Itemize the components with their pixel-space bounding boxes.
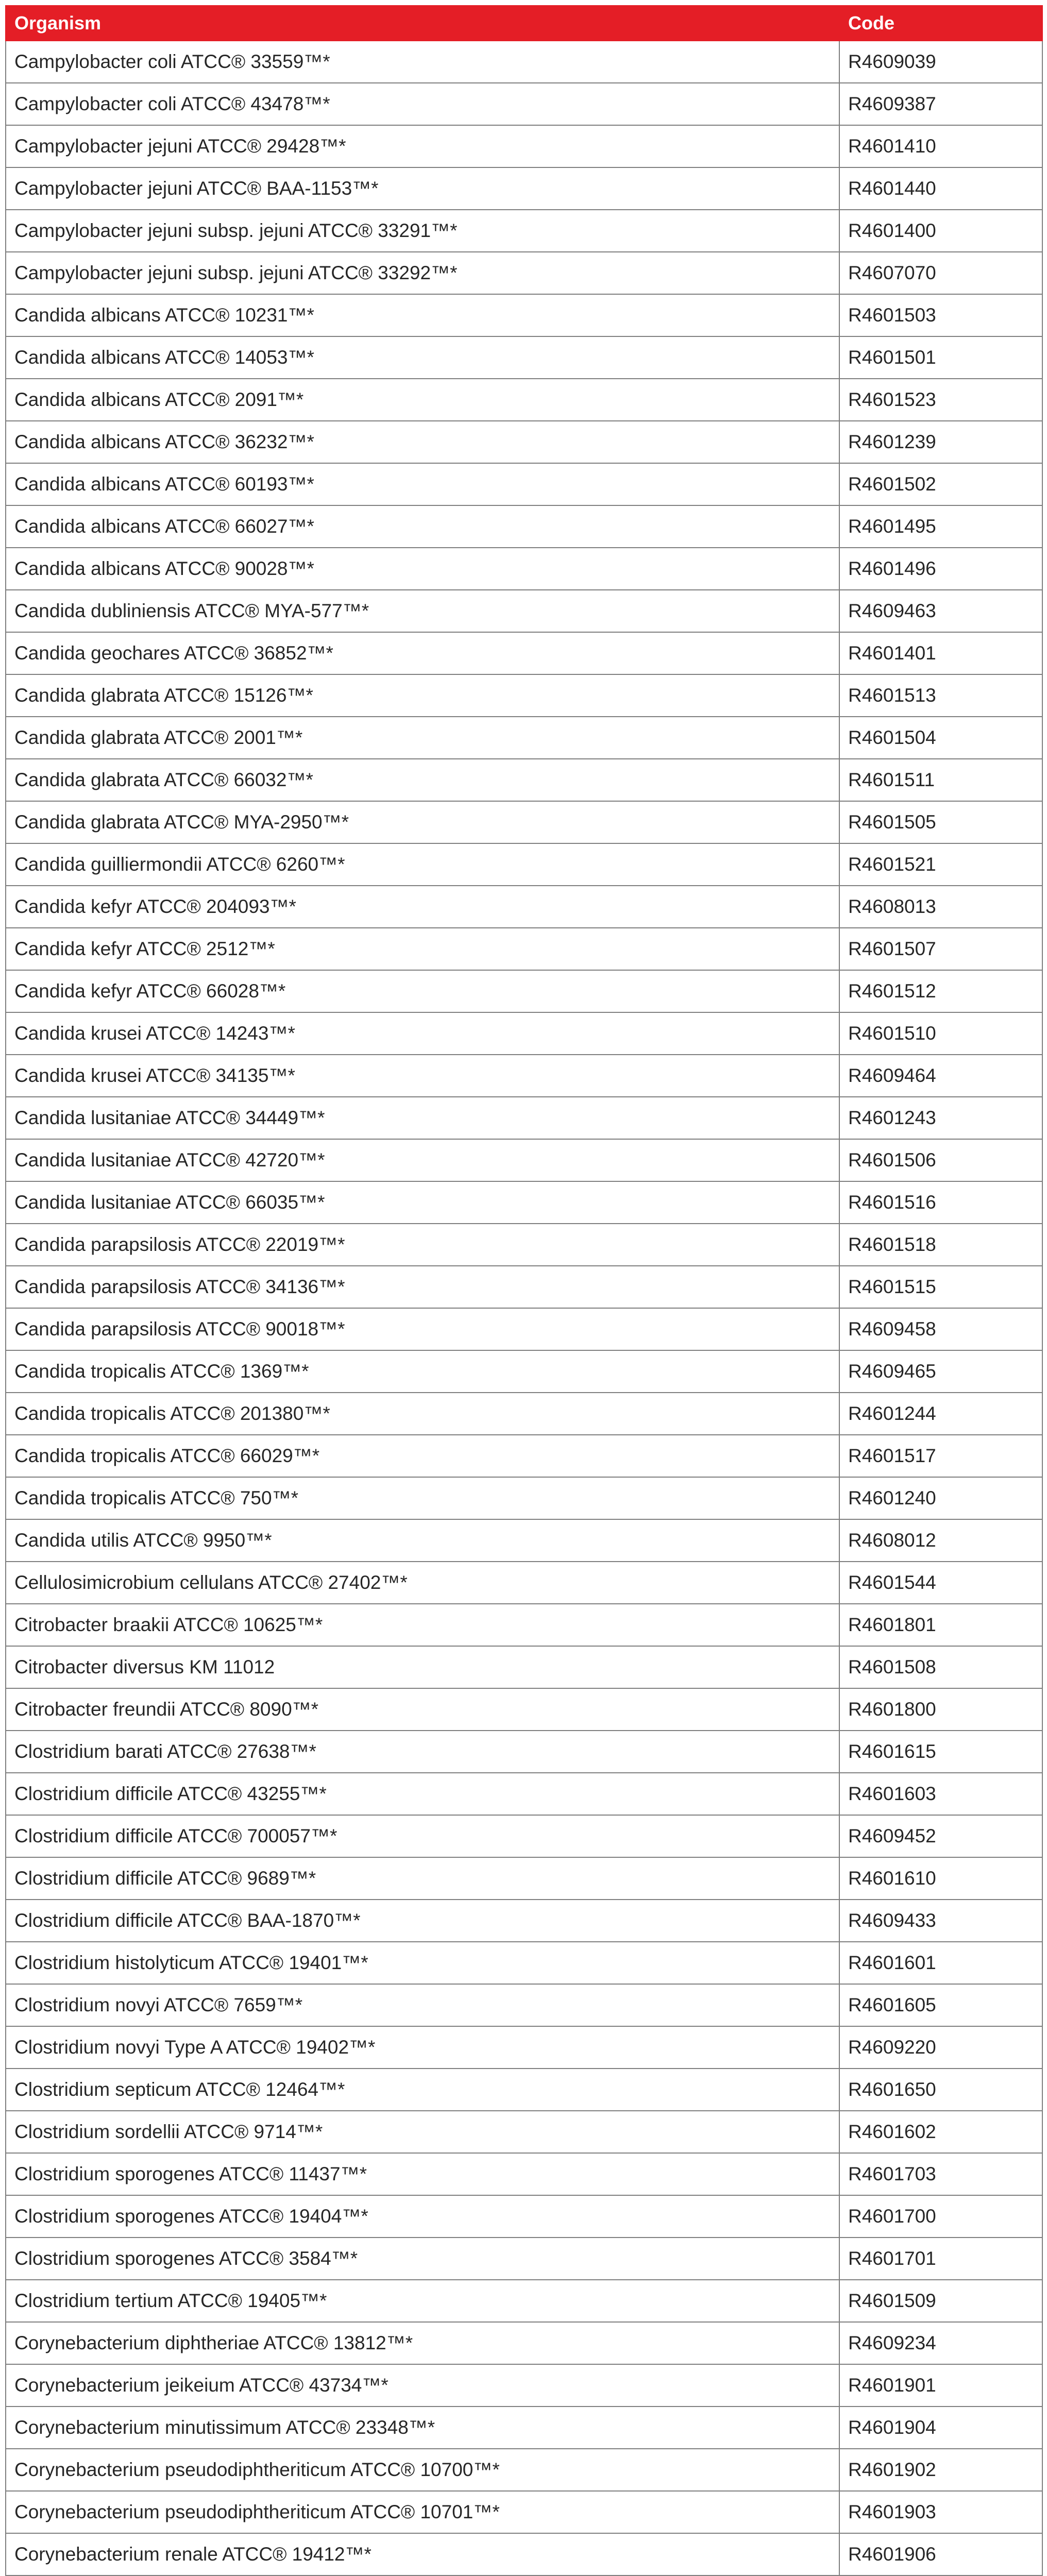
organism-column-header: Organism [6, 6, 839, 41]
organism-cell: Candida kefyr ATCC® 2512™* [6, 928, 839, 970]
organism-cell: Campylobacter jejuni ATCC® BAA-1153™* [6, 167, 839, 210]
organism-cell: Corynebacterium minutissimum ATCC® 23348™* [6, 2406, 839, 2449]
organism-cell: Clostridium difficile ATCC® 700057™* [6, 1815, 839, 1857]
table-row [6, 1181, 1042, 1224]
table-row [6, 1562, 1042, 1604]
table-row [6, 759, 1042, 801]
code-cell: R4601503 [839, 294, 1042, 336]
code-cell: R4601515 [839, 1266, 1042, 1308]
organism-cell: Candida albicans ATCC® 2091™* [6, 379, 839, 421]
table-row [6, 463, 1042, 505]
table-row [6, 717, 1042, 759]
table-row [6, 2195, 1042, 2238]
organism-cell: Candida utilis ATCC® 9950™* [6, 1519, 839, 1562]
table-row [6, 1224, 1042, 1266]
organism-cell: Campylobacter jejuni subsp. jejuni ATCC® 33292™* [6, 252, 839, 294]
code-cell: R4601700 [839, 2195, 1042, 2238]
table-row [6, 970, 1042, 1012]
code-cell: R4607070 [839, 252, 1042, 294]
code-cell: R4601703 [839, 2153, 1042, 2195]
code-cell: R4601615 [839, 1731, 1042, 1773]
organism-cell: Clostridium difficile ATCC® 43255™* [6, 1773, 839, 1815]
code-cell: R4601544 [839, 1562, 1042, 1604]
code-cell: R4601903 [839, 2491, 1042, 2533]
table-row [6, 379, 1042, 421]
organism-cell: Corynebacterium jeikeium ATCC® 43734™* [6, 2364, 839, 2406]
organism-cell: Campylobacter coli ATCC® 33559™* [6, 41, 839, 83]
organism-cell: Clostridium novyi ATCC® 7659™* [6, 1984, 839, 2026]
table-row [6, 1815, 1042, 1857]
code-cell: R4601902 [839, 2449, 1042, 2491]
organism-cell: Clostridium sporogenes ATCC® 19404™* [6, 2195, 839, 2238]
organism-cell: Candida geochares ATCC® 36852™* [6, 632, 839, 674]
table-row [6, 590, 1042, 632]
organism-cell: Clostridium novyi Type A ATCC® 19402™* [6, 2026, 839, 2069]
table-header-row [6, 6, 1042, 41]
code-cell: R4601496 [839, 548, 1042, 590]
organism-cell: Campylobacter jejuni subsp. jejuni ATCC® 33291™* [6, 210, 839, 252]
organism-cell: Candida guilliermondii ATCC® 6260™* [6, 843, 839, 886]
code-cell: R4601516 [839, 1181, 1042, 1224]
table-row [6, 1435, 1042, 1477]
table-row [6, 2153, 1042, 2195]
organism-cell: Candida dubliniensis ATCC® MYA-577™* [6, 590, 839, 632]
code-cell: R4601906 [839, 2533, 1042, 2575]
code-cell: R4601505 [839, 801, 1042, 843]
code-cell: R4601240 [839, 1477, 1042, 1519]
code-cell: R4601602 [839, 2111, 1042, 2153]
organism-cell: Candida lusitaniae ATCC® 34449™* [6, 1097, 839, 1139]
table-row [6, 1646, 1042, 1688]
code-cell: R4601401 [839, 632, 1042, 674]
organism-cell: Corynebacterium pseudodiphtheriticum ATCC® 10700™* [6, 2449, 839, 2491]
organism-cell: Candida tropicalis ATCC® 201380™* [6, 1393, 839, 1435]
code-cell: R4609387 [839, 83, 1042, 125]
organism-cell: Candida albicans ATCC® 10231™* [6, 294, 839, 336]
table-row [6, 2533, 1042, 2575]
table-row [6, 1308, 1042, 1350]
organism-cell: Candida tropicalis ATCC® 66029™* [6, 1435, 839, 1477]
code-cell: R4601510 [839, 1012, 1042, 1055]
code-cell: R4601504 [839, 717, 1042, 759]
organism-cell: Candida albicans ATCC® 36232™* [6, 421, 839, 463]
table-row [6, 1097, 1042, 1139]
code-cell: R4601513 [839, 674, 1042, 717]
table-row [6, 1139, 1042, 1181]
organism-cell: Citrobacter freundii ATCC® 8090™* [6, 1688, 839, 1731]
table-row [6, 167, 1042, 210]
organism-cell: Clostridium difficile ATCC® BAA-1870™* [6, 1900, 839, 1942]
organism-cell: Clostridium sporogenes ATCC® 3584™* [6, 2238, 839, 2280]
code-cell: R4601508 [839, 1646, 1042, 1688]
table-row [6, 1604, 1042, 1646]
table-row [6, 1942, 1042, 1984]
organism-cell: Citrobacter diversus KM 11012 [6, 1646, 839, 1688]
table-row [6, 505, 1042, 548]
organism-cell: Candida glabrata ATCC® 66032™* [6, 759, 839, 801]
table-row [6, 1393, 1042, 1435]
table-row [6, 1477, 1042, 1519]
table-row [6, 548, 1042, 590]
organism-cell: Candida krusei ATCC® 34135™* [6, 1055, 839, 1097]
code-cell: R4609463 [839, 590, 1042, 632]
table-row [6, 1350, 1042, 1393]
organism-cell: Candida parapsilosis ATCC® 90018™* [6, 1308, 839, 1350]
table-row [6, 1773, 1042, 1815]
code-cell: R4601243 [839, 1097, 1042, 1139]
code-cell: R4609433 [839, 1900, 1042, 1942]
table-row [6, 1266, 1042, 1308]
table-row [6, 2491, 1042, 2533]
organism-code-table-container [5, 5, 1042, 2576]
code-cell: R4601511 [839, 759, 1042, 801]
organism-cell: Clostridium histolyticum ATCC® 19401™* [6, 1942, 839, 1984]
code-cell: R4601239 [839, 421, 1042, 463]
code-cell: R4601901 [839, 2364, 1042, 2406]
table-row [6, 801, 1042, 843]
code-cell: R4609220 [839, 2026, 1042, 2069]
code-cell: R4601801 [839, 1604, 1042, 1646]
organism-cell: Candida lusitaniae ATCC® 42720™* [6, 1139, 839, 1181]
organism-cell: Corynebacterium pseudodiphtheriticum ATCC® 10701™* [6, 2491, 839, 2533]
organism-cell: Candida glabrata ATCC® MYA-2950™* [6, 801, 839, 843]
code-cell: R4601523 [839, 379, 1042, 421]
organism-cell: Candida kefyr ATCC® 204093™* [6, 886, 839, 928]
table-row [6, 41, 1042, 83]
code-cell: R4601506 [839, 1139, 1042, 1181]
code-cell: R4601650 [839, 2069, 1042, 2111]
organism-cell: Candida tropicalis ATCC® 750™* [6, 1477, 839, 1519]
code-cell: R4601518 [839, 1224, 1042, 1266]
table-row [6, 421, 1042, 463]
table-row [6, 928, 1042, 970]
code-cell: R4609465 [839, 1350, 1042, 1393]
table-row [6, 1012, 1042, 1055]
organism-cell: Cellulosimicrobium cellulans ATCC® 27402™* [6, 1562, 839, 1604]
code-cell: R4601517 [839, 1435, 1042, 1477]
table-row [6, 1731, 1042, 1773]
table-row [6, 294, 1042, 336]
code-cell: R4601904 [839, 2406, 1042, 2449]
code-cell: R4609464 [839, 1055, 1042, 1097]
table-row [6, 632, 1042, 674]
code-cell: R4601610 [839, 1857, 1042, 1900]
organism-cell: Candida krusei ATCC® 14243™* [6, 1012, 839, 1055]
table-row [6, 2026, 1042, 2069]
code-cell: R4601244 [839, 1393, 1042, 1435]
organism-cell: Candida tropicalis ATCC® 1369™* [6, 1350, 839, 1393]
table-row [6, 125, 1042, 167]
table-row [6, 2322, 1042, 2364]
table-row [6, 1055, 1042, 1097]
organism-cell: Clostridium barati ATCC® 27638™* [6, 1731, 839, 1773]
organism-cell: Candida glabrata ATCC® 15126™* [6, 674, 839, 717]
code-cell: R4601601 [839, 1942, 1042, 1984]
code-cell: R4601701 [839, 2238, 1042, 2280]
table-row [6, 674, 1042, 717]
table-row [6, 252, 1042, 294]
organism-cell: Clostridium sordellii ATCC® 9714™* [6, 2111, 839, 2153]
table-row [6, 210, 1042, 252]
organism-cell: Clostridium tertium ATCC® 19405™* [6, 2280, 839, 2322]
organism-cell: Campylobacter coli ATCC® 43478™* [6, 83, 839, 125]
table-row [6, 1688, 1042, 1731]
table-row [6, 1900, 1042, 1942]
organism-cell: Clostridium difficile ATCC® 9689™* [6, 1857, 839, 1900]
table-body [6, 41, 1042, 2576]
code-cell: R4601800 [839, 1688, 1042, 1731]
organism-cell: Candida albicans ATCC® 60193™* [6, 463, 839, 505]
organism-cell: Candida albicans ATCC® 14053™* [6, 336, 839, 379]
code-column-header: Code [839, 6, 1042, 41]
table-row [6, 1519, 1042, 1562]
table-row [6, 2111, 1042, 2153]
organism-cell: Candida parapsilosis ATCC® 34136™* [6, 1266, 839, 1308]
table-row [6, 843, 1042, 886]
code-cell: R4601502 [839, 463, 1042, 505]
code-cell: R4608012 [839, 1519, 1042, 1562]
organism-code-table [5, 5, 1043, 2576]
organism-cell: Corynebacterium renale ATCC® 19412™* [6, 2533, 839, 2575]
organism-cell: Citrobacter braakii ATCC® 10625™* [6, 1604, 839, 1646]
table-row [6, 2280, 1042, 2322]
table-row [6, 2069, 1042, 2111]
table-row [6, 2238, 1042, 2280]
table-row [6, 1984, 1042, 2026]
organism-cell: Candida albicans ATCC® 90028™* [6, 548, 839, 590]
organism-cell: Candida parapsilosis ATCC® 22019™* [6, 1224, 839, 1266]
code-cell: R4609039 [839, 41, 1042, 83]
code-cell: R4601400 [839, 210, 1042, 252]
code-cell: R4601512 [839, 970, 1042, 1012]
code-cell: R4601495 [839, 505, 1042, 548]
organism-cell: Candida lusitaniae ATCC® 66035™* [6, 1181, 839, 1224]
code-cell: R4609234 [839, 2322, 1042, 2364]
code-cell: R4601440 [839, 167, 1042, 210]
table-row [6, 83, 1042, 125]
organism-cell: Campylobacter jejuni ATCC® 29428™* [6, 125, 839, 167]
table-row [6, 2449, 1042, 2491]
code-cell: R4601410 [839, 125, 1042, 167]
code-cell: R4601521 [839, 843, 1042, 886]
code-cell: R4601507 [839, 928, 1042, 970]
table-row [6, 2406, 1042, 2449]
table-row [6, 336, 1042, 379]
organism-cell: Corynebacterium diphtheriae ATCC® 13812™* [6, 2322, 839, 2364]
code-cell: R4601605 [839, 1984, 1042, 2026]
code-cell: R4609458 [839, 1308, 1042, 1350]
table-row [6, 2364, 1042, 2406]
code-cell: R4601603 [839, 1773, 1042, 1815]
code-cell: R4608013 [839, 886, 1042, 928]
organism-cell: Clostridium sporogenes ATCC® 11437™* [6, 2153, 839, 2195]
code-cell: R4601509 [839, 2280, 1042, 2322]
organism-cell: Candida kefyr ATCC® 66028™* [6, 970, 839, 1012]
table-row [6, 1857, 1042, 1900]
code-cell: R4609452 [839, 1815, 1042, 1857]
table-row [6, 886, 1042, 928]
organism-cell: Candida albicans ATCC® 66027™* [6, 505, 839, 548]
organism-cell: Candida glabrata ATCC® 2001™* [6, 717, 839, 759]
code-cell: R4601501 [839, 336, 1042, 379]
organism-cell: Clostridium septicum ATCC® 12464™* [6, 2069, 839, 2111]
